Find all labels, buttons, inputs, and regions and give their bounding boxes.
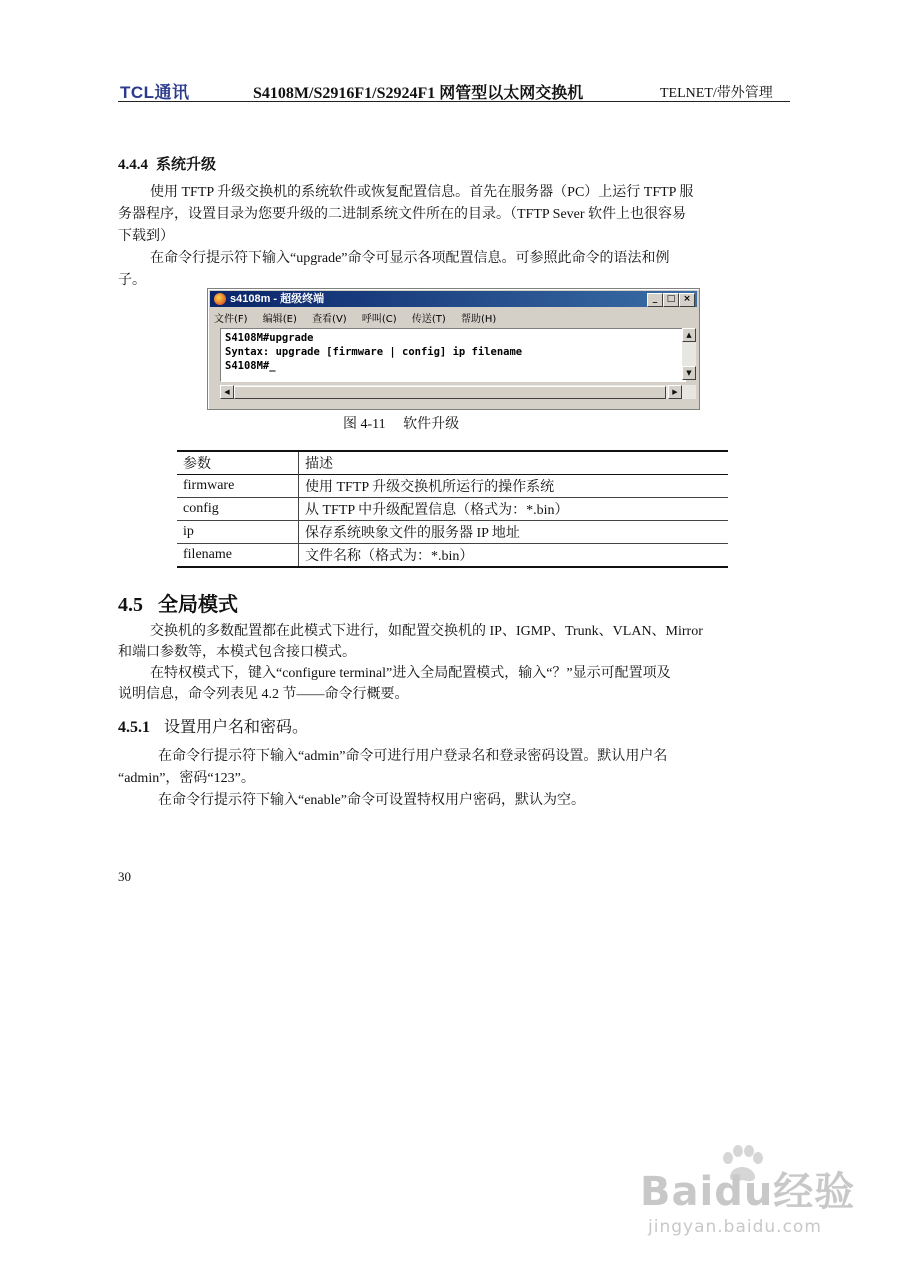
section-title: 系统升级 (156, 157, 217, 173)
table-cell: 文件名称（格式为：*.bin） (305, 549, 474, 564)
section-title: 全局模式 (158, 594, 238, 616)
minimize-button[interactable]: _ (647, 293, 663, 307)
menu-help[interactable]: 帮助(H) (461, 314, 497, 325)
header-title: S4108M/S2916F1/S2924F1 网管型以太网交换机 (253, 85, 584, 102)
section-number: 4.4.4 (118, 157, 148, 173)
paragraph-line: 下载到） (118, 229, 174, 244)
horizontal-scrollbar[interactable] (220, 385, 696, 399)
baidu-watermark (640, 1160, 855, 1237)
section-heading-4-4-4 (118, 153, 216, 174)
scroll-thumb[interactable] (234, 386, 666, 399)
section-number: 4.5 (118, 594, 143, 616)
hyperterminal-window (207, 288, 700, 410)
menu-call[interactable]: 呼叫(C) (361, 314, 397, 325)
paragraph-line: 交换机的多数配置都在此模式下进行，如配置交换机的 IP、IGMP、Trunk、VLAN、Mirror (150, 624, 703, 639)
scroll-right-icon[interactable]: ▶ (668, 385, 682, 399)
table-cell: ip (177, 521, 299, 544)
scroll-up-icon[interactable]: ▲ (682, 328, 696, 342)
section-title: 设置用户名和密码。 (164, 719, 309, 736)
paragraph-line: 说明信息，命令列表见 4.2 节——命令行概要。 (118, 687, 409, 702)
figure-number: 图 4-11 (343, 417, 386, 432)
paragraph-line: 子。 (118, 273, 146, 288)
window-menu-bar (214, 310, 508, 326)
figure-title: 软件升级 (403, 417, 460, 432)
table-cell: 从 TFTP 中升级配置信息（格式为：*.bin） (305, 503, 569, 518)
paragraph-line: 使用 TFTP 升级交换机的系统软件或恢复配置信息。首先在服务器（PC）上运行 TFTP 服 (150, 185, 694, 200)
vertical-scrollbar[interactable] (682, 328, 696, 380)
paragraph-line: 在命令行提示符下输入“upgrade”命令可显示各项配置信息。可参照此命令的语法和例 (150, 251, 670, 266)
section-heading-4-5-1 (118, 714, 308, 737)
maximize-button[interactable]: □ (663, 293, 679, 307)
page-number: 30 (118, 869, 131, 884)
table-header-row (177, 451, 728, 475)
table-cell: config (177, 498, 299, 521)
table-cell: 保存系统映象文件的服务器 IP 地址 (305, 526, 520, 541)
header-divider (118, 101, 790, 102)
menu-edit[interactable]: 编辑(E) (262, 314, 297, 325)
section-number: 4.5.1 (118, 719, 150, 736)
terminal-area[interactable] (220, 328, 686, 382)
window-title: s4108m - 超级终端 (230, 293, 325, 305)
paragraph-line: 在命令行提示符下输入“admin”命令可进行用户登录名和登录密码设置。默认用户名 (158, 749, 668, 764)
menu-transfer[interactable]: 传送(T) (411, 314, 446, 325)
paragraph-line: 务器程序，设置目录为您要升级的二进制系统文件所在的目录。（TFTP Sever 软件上也很容易 (118, 207, 687, 222)
scroll-down-icon[interactable]: ▼ (682, 366, 696, 380)
table-row (177, 521, 728, 544)
section-heading-4-5 (118, 588, 238, 617)
watermark-brand: Baidu经验 (640, 1169, 856, 1215)
close-button[interactable]: × (679, 293, 695, 307)
figure-caption (343, 413, 459, 433)
tcl-logo: TCL通讯 (120, 83, 190, 102)
table-cell: filename (177, 544, 299, 568)
terminal-output: S4108M#upgrade Syntax: upgrade [firmware | config] ip filename S4108M#_ (225, 332, 523, 372)
hyperterminal-icon (214, 293, 226, 305)
parameter-table (177, 450, 728, 568)
table-row (177, 475, 728, 498)
paragraph-line: 在命令行提示符下输入“enable”命令可设置特权用户密码，默认为空。 (158, 793, 585, 808)
table-row (177, 544, 728, 568)
header-section: TELNET/带外管理 (660, 86, 773, 101)
menu-file[interactable]: 文件(F) (214, 314, 248, 325)
watermark-url: jingyan.baidu.com (648, 1217, 822, 1237)
table-cell: firmware (177, 475, 299, 498)
scroll-left-icon[interactable]: ◀ (220, 385, 234, 399)
window-title-bar (210, 291, 697, 307)
table-header-desc: 描述 (305, 457, 333, 472)
paragraph-line: “admin”，密码“123”。 (118, 771, 255, 786)
paragraph-line: 和端口参数等，本模式包含接口模式。 (118, 645, 356, 660)
table-header-param: 参数 (177, 451, 299, 475)
menu-view[interactable]: 查看(V) (312, 314, 347, 325)
table-cell: 使用 TFTP 升级交换机所运行的操作系统 (305, 480, 555, 495)
table-row (177, 498, 728, 521)
paragraph-line: 在特权模式下，键入“configure terminal”进入全局配置模式，输入“？”显示可配置项及 (150, 666, 671, 681)
